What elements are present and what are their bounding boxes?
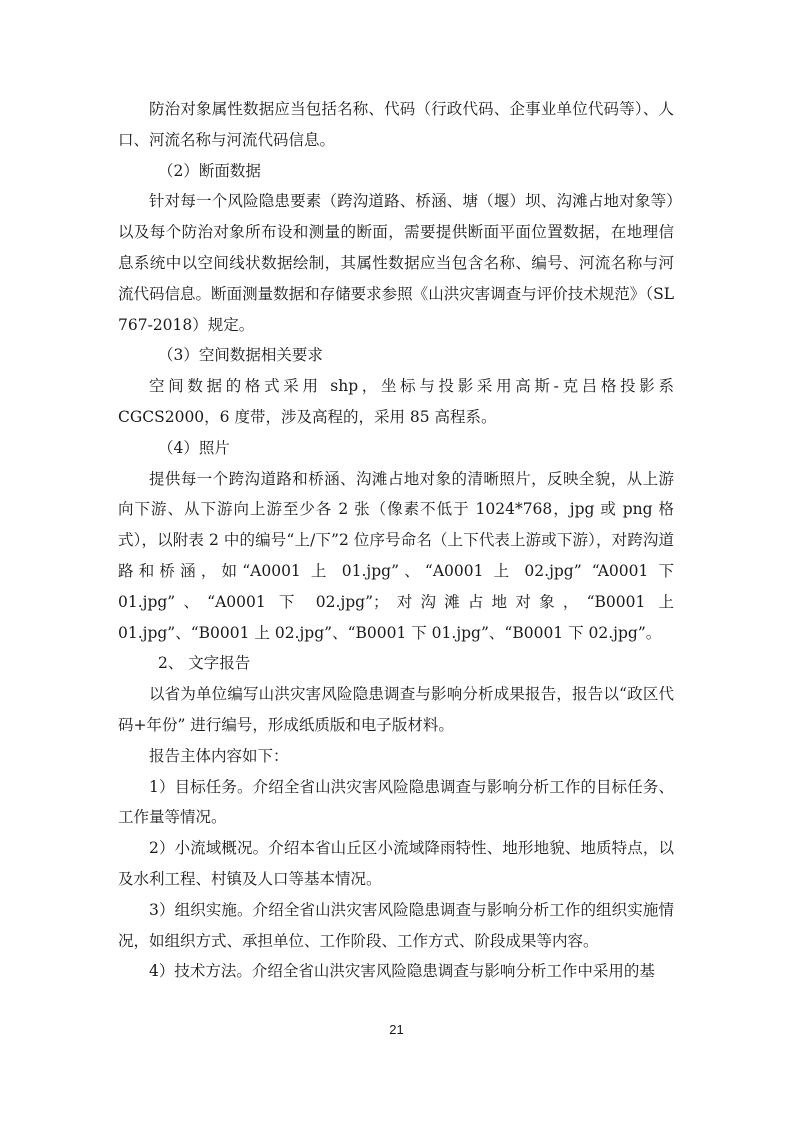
- list-item-watershed-overview: 2）小流域概况。介绍本省山丘区小流域降雨特性、地形地貌、地质特点，以及水利工程、村镇及人口等基本情况。: [118, 839, 674, 888]
- heading-text-report: 2、 文字报告: [158, 654, 251, 673]
- list-item-implementation: 3）组织实施。介绍全省山洪灾害风险隐患调查与影响分析工作的组织实施情况，如组织方式、承担单位、工作阶段、工作方式、阶段成果等内容。: [118, 900, 674, 950]
- body-text: [118, 94, 674, 987]
- heading-spatial-requirements: （3）空间数据相关要求: [158, 346, 323, 365]
- paragraph-photos: 提供每一个跨沟道路和桥涵、沟滩占地对象的清晰照片，反映全貌，从上游向下游、从下游向上游至少各 2 张（像素不低于 1024*768，jpg 或 png 格式），以附表 2 中的编号“上/下”2 位序号命名（上下代表上游或下游），对跨沟道路和桥涵，如“A0001 上 01.jpg”、“A0001 上 02.jpg” “A0001 下 01.jpg”、“A0001 下 02.jpg”；对沟滩占地对象，“B0001 上 01.jpg”、“B0001 上 02.jpg”、“B0001 下 01.jpg”、“B0001 下 02.jpg”。: [118, 469, 674, 642]
- paragraph-attribute-data: 防治对象属性数据应当包括名称、代码（行政代码、企事业单位代码等）、人口、河流名称与河流代码信息。: [118, 100, 674, 149]
- paragraph-section-data: 针对每一个风险隐患要素（跨沟道路、桥涵、塘（堰）坝、沟滩占地对象等）以及每个防治对象所布设和测量的断面，需要提供断面平面位置数据，在地理信息系统中以空间线状数据绘制，其属性数据应当包含名称、编号、河流名称与河流代码信息。断面测量数据和存储要求参照《山洪灾害调查与评价技术规范》（SL 767-2018）规定。: [118, 192, 674, 334]
- list-item-technical-methods: 4）技术方法。介绍全省山洪灾害风险隐患调查与影响分析工作中采用的基: [149, 962, 655, 981]
- heading-photos: （4）照片: [158, 438, 230, 457]
- list-item-objectives: 1）目标任务。介绍全省山洪灾害风险隐患调查与影响分析工作的目标任务、工作量等情况。: [118, 777, 674, 827]
- paragraph-spatial-requirements: 空间数据的格式采用 shp，坐标与投影采用高斯-克吕格投影系 CGCS2000，6 度带，涉及高程的，采用 85 高程系。: [118, 377, 674, 426]
- paragraph-report-intro: 以省为单位编写山洪灾害风险隐患调查与影响分析成果报告，报告以“政区代码+年份” 进行编号，形成纸质版和电子版材料。: [118, 685, 674, 734]
- paragraph-report-contents: 报告主体内容如下：: [149, 746, 289, 765]
- heading-section-data: （2）断面数据: [158, 161, 261, 180]
- page-number: 21: [389, 1022, 404, 1037]
